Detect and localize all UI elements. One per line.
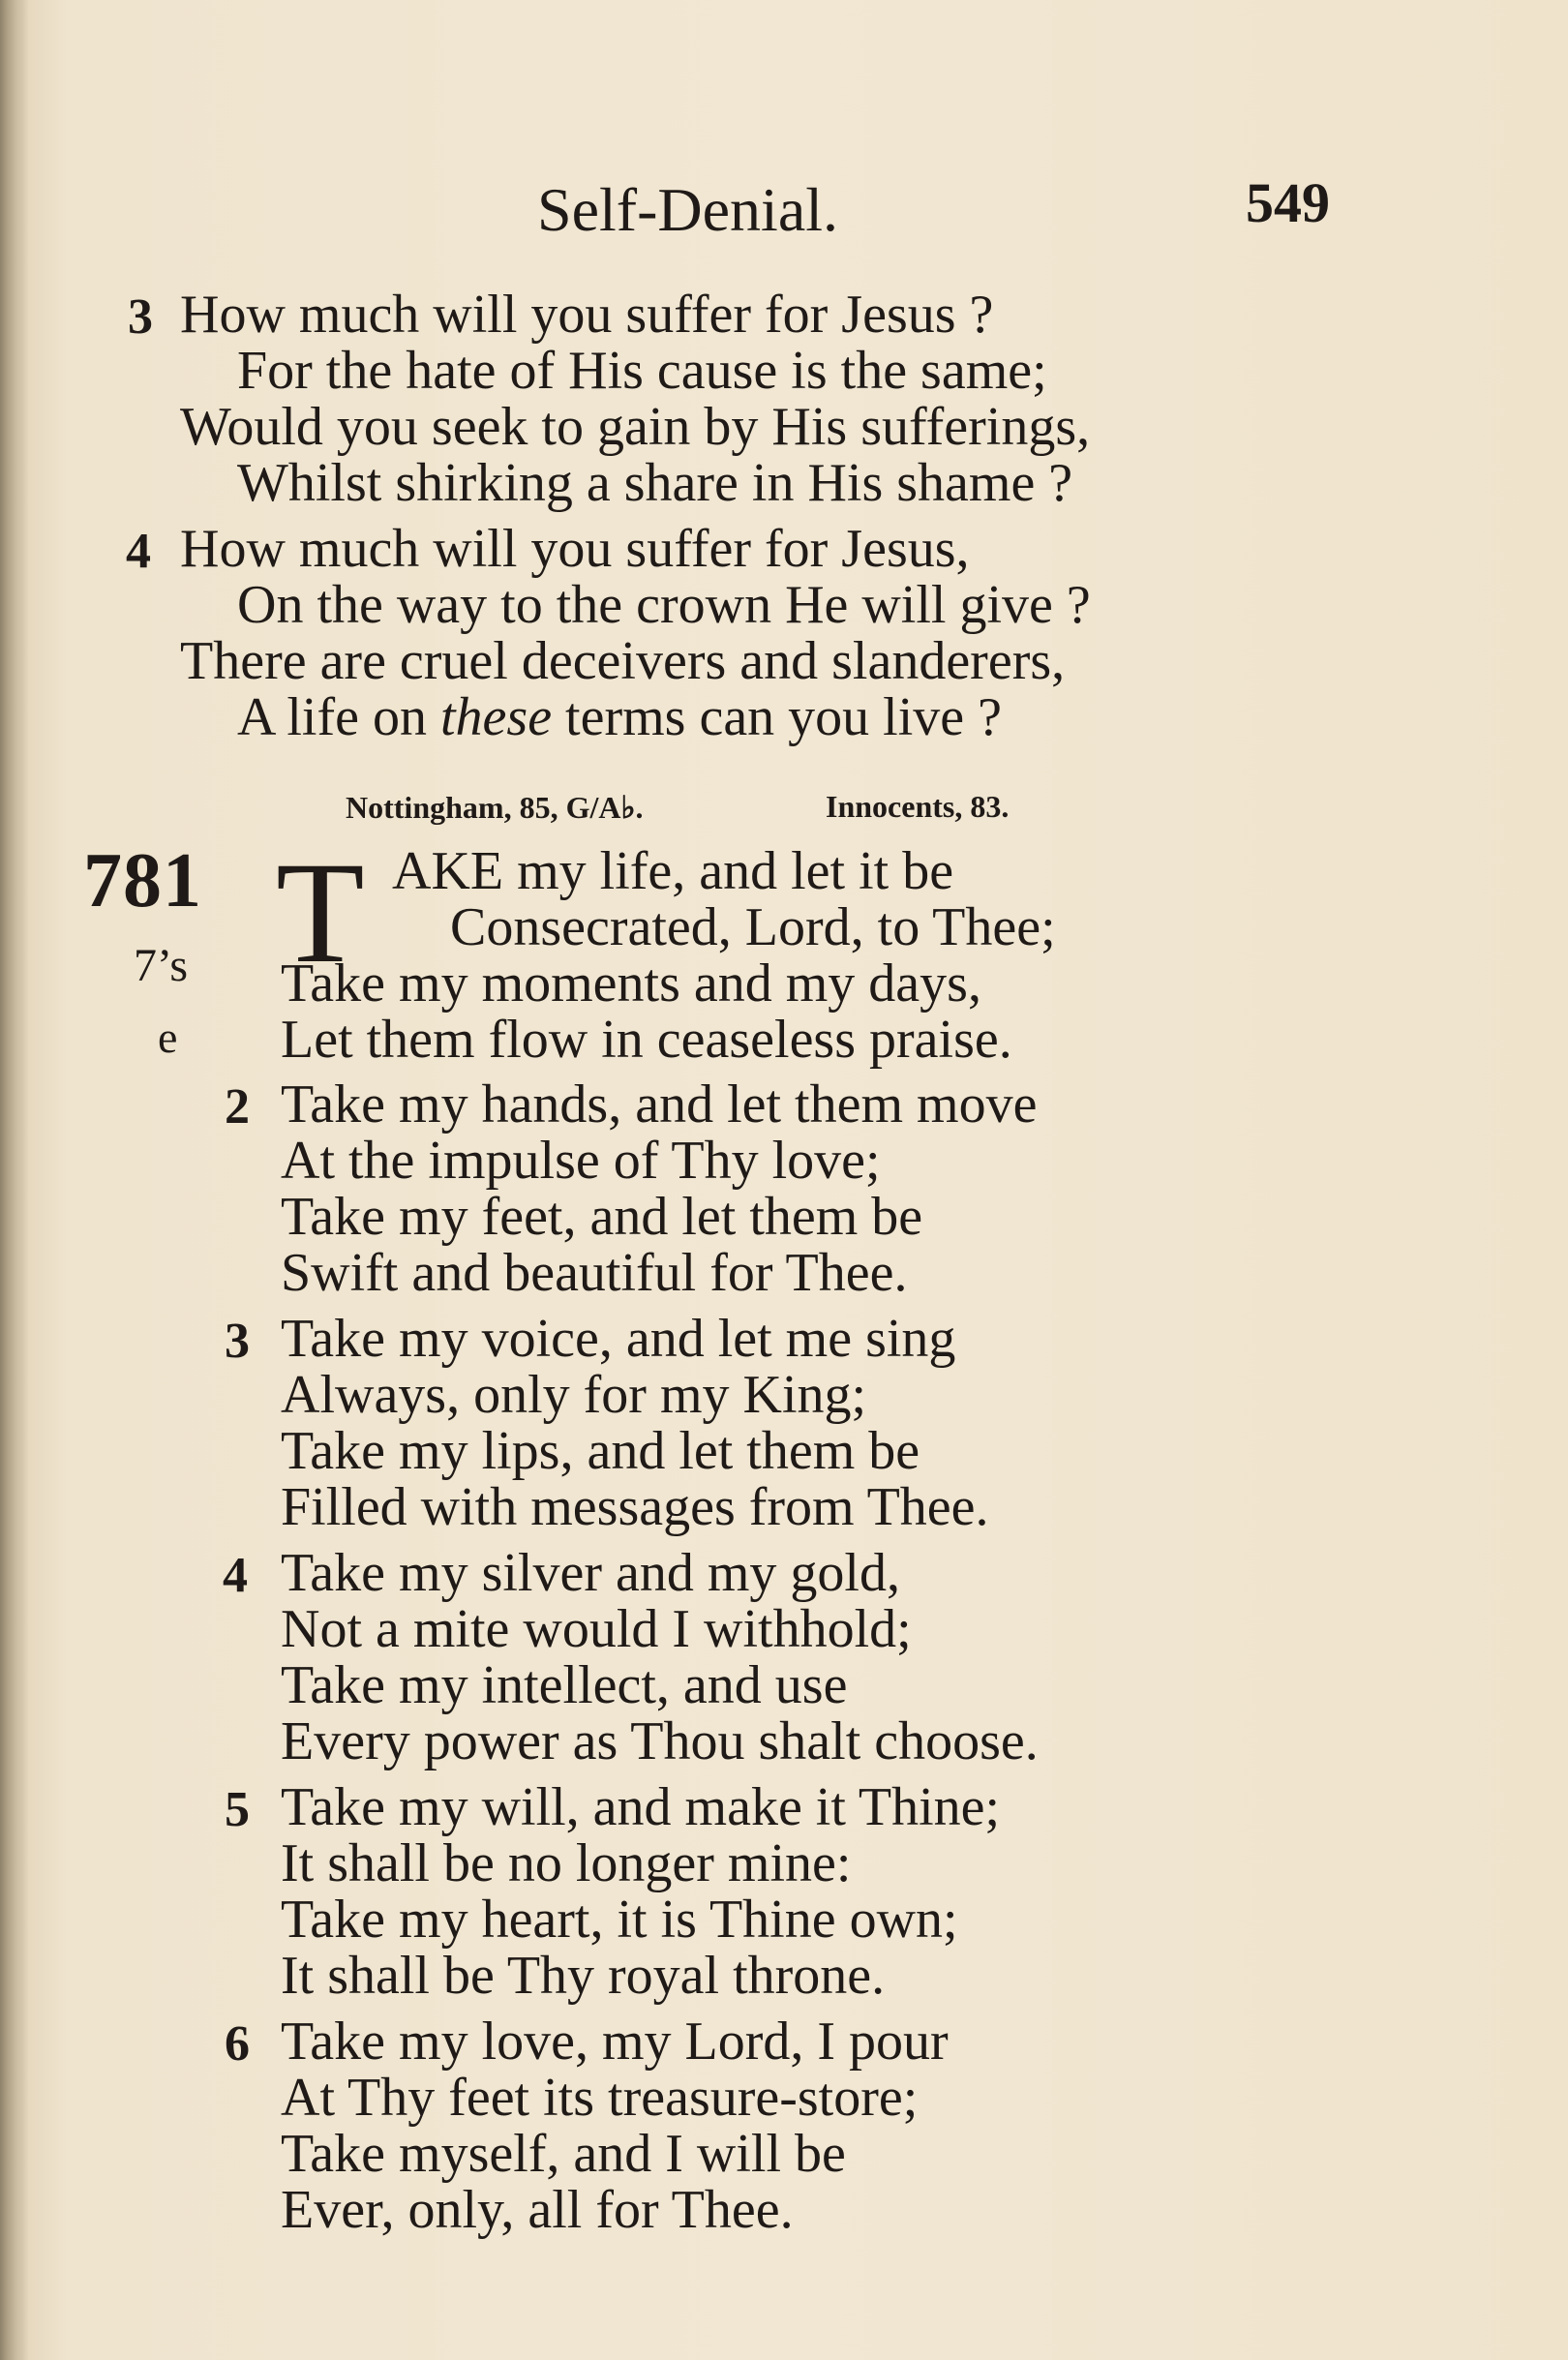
page-number: 549 <box>1246 171 1330 234</box>
verse-line: Ever, only, all for Thee. <box>281 2180 794 2240</box>
tune-reference: Innocents, 83. <box>826 789 1010 824</box>
verse-line: Take my moments and my days, <box>281 953 981 1014</box>
verse-line: Take myself, and I will be <box>281 2124 846 2184</box>
verse-number: 4 <box>223 1548 248 1603</box>
verse-number: 2 <box>225 1079 250 1135</box>
verse-number: 3 <box>128 289 153 345</box>
verse-line: How much will you suffer for Jesus ? <box>180 285 994 345</box>
verse-text: A life on <box>237 687 440 747</box>
verse-line: There are cruel deceivers and slanderers, <box>180 631 1066 691</box>
verse-line: Whilst shirking a share in His shame ? <box>237 453 1073 513</box>
verse-line: It shall be Thy royal throne. <box>281 1946 886 2006</box>
verse-line: Take my lips, and let them be <box>281 1421 920 1481</box>
verse-line: On the way to the crown He will give ? <box>237 575 1091 635</box>
verse-line: For the hate of His cause is the same; <box>237 341 1047 401</box>
verse-line: Not a mite would I withhold; <box>281 1599 912 1659</box>
verse-line: Take my will, and make it Thine; <box>281 1777 1001 1837</box>
verse-line: It shall be no longer mine: <box>281 1833 852 1893</box>
verse-line: AKE my life, and let it be <box>392 841 954 901</box>
verse-line: At Thy feet its treasure-store; <box>281 2068 919 2128</box>
tune-reference: Nottingham, 85, G/A♭. <box>346 790 644 825</box>
verse-line: Always, only for my King; <box>281 1365 867 1425</box>
drop-cap: T <box>276 832 365 993</box>
verse-line-with-emphasis <box>237 686 1002 748</box>
verse-line: How much will you suffer for Jesus, <box>180 519 970 579</box>
verse-line: Take my silver and my gold, <box>281 1543 900 1603</box>
verse-line: Let them flow in ceaseless praise. <box>281 1010 1012 1070</box>
verse-line: Filled with messages from Thee. <box>281 1477 989 1537</box>
italic-emphasis: these <box>439 687 553 747</box>
hymn-number: 781 <box>83 838 202 923</box>
hymn-key: e <box>158 1013 178 1062</box>
verse-number: 6 <box>225 2016 250 2072</box>
verse-number: 5 <box>225 1782 250 1837</box>
verse-line: Take my intellect, and use <box>281 1655 848 1715</box>
running-title: Self-Denial. <box>537 175 838 244</box>
verse-line: Take my voice, and let me sing <box>281 1309 956 1369</box>
verse-line: Would you seek to gain by His sufferings, <box>180 397 1091 457</box>
verse-line: Consecrated, Lord, to Thee; <box>450 897 1056 957</box>
verse-number: 4 <box>126 524 151 579</box>
book-spine-shadow <box>0 0 29 2360</box>
verse-number: 3 <box>225 1314 250 1369</box>
verse-line: Swift and beautiful for Thee. <box>281 1243 908 1303</box>
verse-line: Every power as Thou shalt choose. <box>281 1711 1039 1771</box>
verse-text: terms can you live ? <box>552 687 1002 747</box>
hymn-meter: 7’s <box>134 940 189 991</box>
verse-line: At the impulse of Thy love; <box>281 1131 881 1191</box>
verse-line: Take my hands, and let them move <box>281 1074 1038 1135</box>
verse-line: Take my feet, and let them be <box>281 1187 923 1247</box>
verse-line: Take my love, my Lord, I pour <box>281 2012 949 2072</box>
verse-line: Take my heart, it is Thine own; <box>281 1890 958 1950</box>
